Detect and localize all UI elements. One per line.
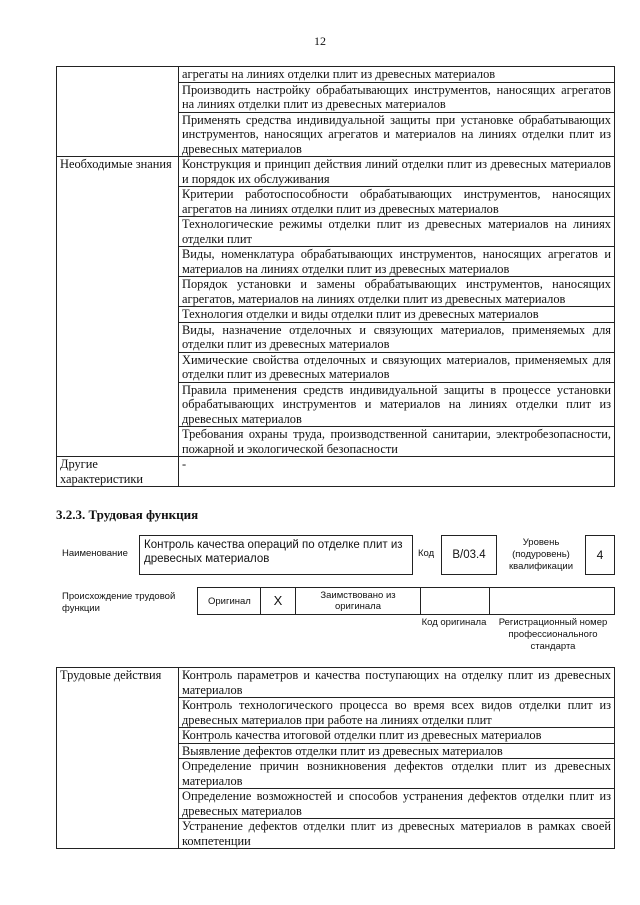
original-mark: X — [260, 588, 296, 614]
table-cell: Химические свойства отделочных и связующих материалов, применяемых для отделки плит из древесных материалов — [179, 352, 615, 382]
table-row — [57, 457, 615, 487]
origin-box — [197, 587, 615, 615]
origin-label: Происхождение трудовой функции — [62, 591, 176, 614]
table-cell: Контроль качества итоговой отделки плит из древесных материалов — [179, 728, 615, 744]
table-cell: Виды, назначение отделочных и связующих материалов, применяемых для отделки плит из древесных материалов — [179, 322, 615, 352]
table-row — [57, 67, 615, 83]
level-box — [585, 535, 615, 575]
row-label: Другие характеристики — [57, 457, 179, 487]
name-label: Наименование — [62, 548, 128, 559]
row-label: Необходимые знания — [57, 157, 179, 457]
level-value: 4 — [596, 548, 604, 562]
table-cell: Применять средства индивидуальной защиты при установке обрабатывающих инструментов, наносящих агрегатов и материалов на линиях отделки плит из древесных материалов — [179, 112, 615, 157]
code-original-label: Код оригинала — [421, 617, 487, 628]
original-label: Оригинал — [208, 596, 251, 607]
table-cell: Устранение дефектов отделки плит из древесных материалов в рамках своей компетенции — [179, 819, 615, 849]
row-label: Трудовые действия — [57, 668, 179, 849]
table-cell: Производить настройку обрабатывающих инструментов, наносящих агрегатов на линиях отделки плит из древесных материалов — [179, 82, 615, 112]
function-name: Контроль качества операций по отделке плит из древесных материалов — [144, 539, 403, 565]
table-cell: Технологические режимы отделки плит из древесных материалов на линиях отделки плит — [179, 217, 615, 247]
table-cell: Технология отделки и виды отделки плит из древесных материалов — [179, 307, 615, 323]
labor-actions-table — [56, 667, 615, 849]
table-cell: Критерии работоспособности обрабатывающих инструментов, наносящих агрегатов на линиях отделки плит из древесных материалов — [179, 187, 615, 217]
function-name-box — [139, 535, 413, 575]
table-row — [57, 668, 615, 698]
table-cell: - — [179, 457, 615, 487]
table-cell: Определение причин возникновения дефектов отделки плит из древесных материалов — [179, 759, 615, 789]
table-row — [57, 157, 615, 187]
table-cell: Виды, номенклатура обрабатывающих инструментов, наносящих агрегатов и материалов на линиях отделки плит из древесных материалов — [179, 247, 615, 277]
table-cell: Контроль параметров и качества поступающих на отделку плит из древесных материалов — [179, 668, 615, 698]
table-cell: Контроль технологического процесса во время всех видов отделки плит из древесных материалов при работе на линиях отделки плит — [179, 698, 615, 728]
table-cell: Требования охраны труда, производственной санитарии, электробезопасности, пожарной и экологической безопасности — [179, 427, 615, 457]
table-cell: Правила применения средств индивидуальной защиты в процессе установки обрабатывающих инструментов и материалов на линиях отделки плит из древесных материалов — [179, 382, 615, 427]
table-cell: Конструкция и принцип действия линий отделки плит из древесных материалов и порядок их обслуживания — [179, 157, 615, 187]
page-number: 12 — [314, 34, 326, 48]
table-cell: Выявление дефектов отделки плит из древесных материалов — [179, 743, 615, 759]
code-value: B/03.4 — [452, 549, 486, 561]
code-original-cell — [420, 588, 490, 614]
table-cell: Порядок установки и замены обрабатывающих инструментов, наносящих агрегатов, материалов на линиях отделки плит из древесных материалов — [179, 277, 615, 307]
row-label — [57, 67, 179, 157]
code-label: Код — [418, 548, 435, 559]
reg-number-label: Регистрационный номер профессионального стандарта — [498, 617, 608, 652]
table-cell: агрегаты на линиях отделки плит из древесных материалов — [179, 67, 615, 83]
skills-knowledge-table — [56, 66, 615, 487]
code-box — [441, 535, 497, 575]
borrowed-label: Заимствовано из оригинала — [320, 590, 396, 612]
table-cell: Определение возможностей и способов устранения дефектов отделки плит из древесных материалов — [179, 789, 615, 819]
section-title: 3.2.3. Трудовая функция — [56, 507, 199, 522]
level-label: Уровень (подуровень) квалификации — [508, 537, 574, 572]
